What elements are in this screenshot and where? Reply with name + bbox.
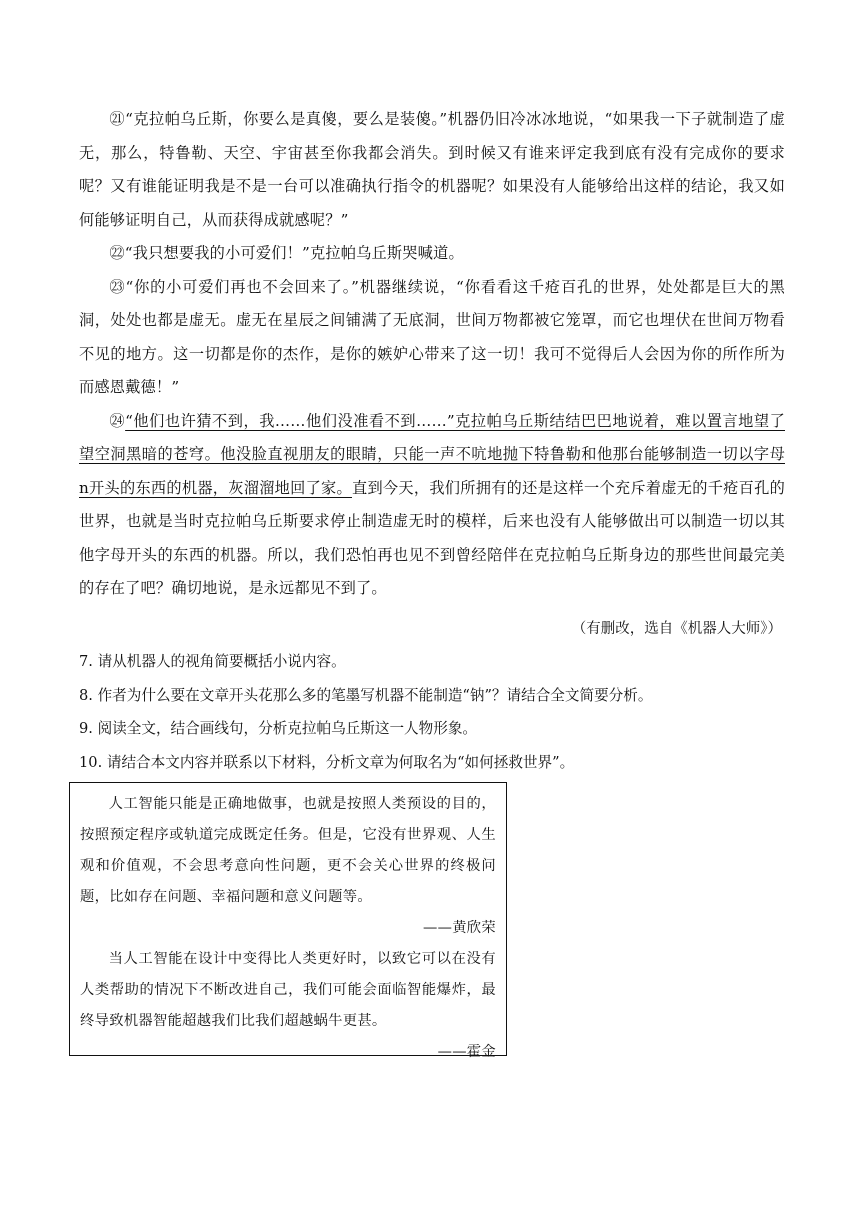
paragraph-21: ㉑“克拉帕乌丘斯，你要么是真傻，要么是装傻。”机器仍旧冷冰冰地说，“如果我一下子就制造了虚无，那么，特鲁勒、天空、宇宙甚至你我都会消失。到时候又有谁来评定我到底有没有完成你的要求呢？又有谁能证明我是不是一台可以准确执行指令的机器呢？如果没有人能够给出这样的结论，我又如何能够证明自己，从而获得成就感呢？” <box>79 110 785 229</box>
paragraph-24-rest: 直到今天，我们所拥有的还是这样一个充斥着虚无的千疮百孔的世界，也就是当时克拉帕乌丘斯要求停止制造虚无时的模样，后来也没有人能够做出可以制造一切以其他字母开头的东西的机器。所以，我们恐怕再也见不到曾经陪伴在克拉帕乌丘斯身边的那些世间最完美的存在了吧？确切地说，是永远都见不到了。 <box>79 478 785 597</box>
source-note: （有删改，选自《机器人大师》） <box>571 621 782 637</box>
passage-body <box>79 103 785 606</box>
material-author-2: ——霍金 <box>437 1044 496 1060</box>
material-quote-2: 当人工智能在设计中变得比人类更好时，以致它可以在没有人类帮助的情况下不断改进自己，我们可能会面临智能爆炸，最终导致机器智能超越我们比我们超越蜗牛更甚。 <box>80 951 496 1029</box>
question-7: 7. 请从机器人的视角简要概括小说内容。 <box>79 653 346 670</box>
paragraph-23: ㉓“你的小可爱们再也不会回来了。”机器继续说，“你看看这千疮百孔的世界，处处都是巨大的黑洞，处处也都是虚无。虚无在星辰之间铺满了无底洞，世间万物都被它笼罩，而它也埋伏在世间万物看不见的地方。这一切都是你的杰作，是你的嫉妒心带来了这一切！我可不觉得后人会因为你的所作所为而感恩戴德！” <box>79 277 785 396</box>
material-author-1: ——黄欣荣 <box>423 920 496 936</box>
paragraph-24 <box>79 405 785 606</box>
question-9: 9. 阅读全文，结合画线句，分析克拉帕乌丘斯这一人物形象。 <box>79 720 478 737</box>
material-quote-1: 人工智能只能是正确地做事，也就是按照人类预设的目的，按照预定程序或轨道完成既定任务。但是，它没有世界观、人生观和价值观，不会思考意向性问题，更不会关心世界的终极问题，比如存在问题、幸福问题和意义问题等。 <box>80 796 496 905</box>
underlined-sentence: “他们也许猜不到，我……他们没准看不到……”克拉帕乌丘斯结结巴巴地说着，难以置言地望了望空洞黑暗的苍穹。他没脸直视朋友的眼睛，只能一声不吭地抛下特鲁勒和他那台能够制造一切以字母 n开头的东西的机器，灰溜溜地回了家。 <box>79 411 785 497</box>
paragraph-22: ㉒“我只想要我的小可爱们！”克拉帕乌丘斯哭喊道。 <box>109 244 464 262</box>
paragraph-24-number: ㉔ <box>109 411 126 430</box>
question-10: 10. 请结合本文内容并联系以下材料，分析文章为何取名为“如何拯救世界”。 <box>79 754 575 771</box>
question-8: 8. 作者为什么要在文章开头花那么多的笔墨写机器不能制造“钠”？请结合全文简要分析。 <box>79 687 653 704</box>
material-box <box>69 782 507 1060</box>
